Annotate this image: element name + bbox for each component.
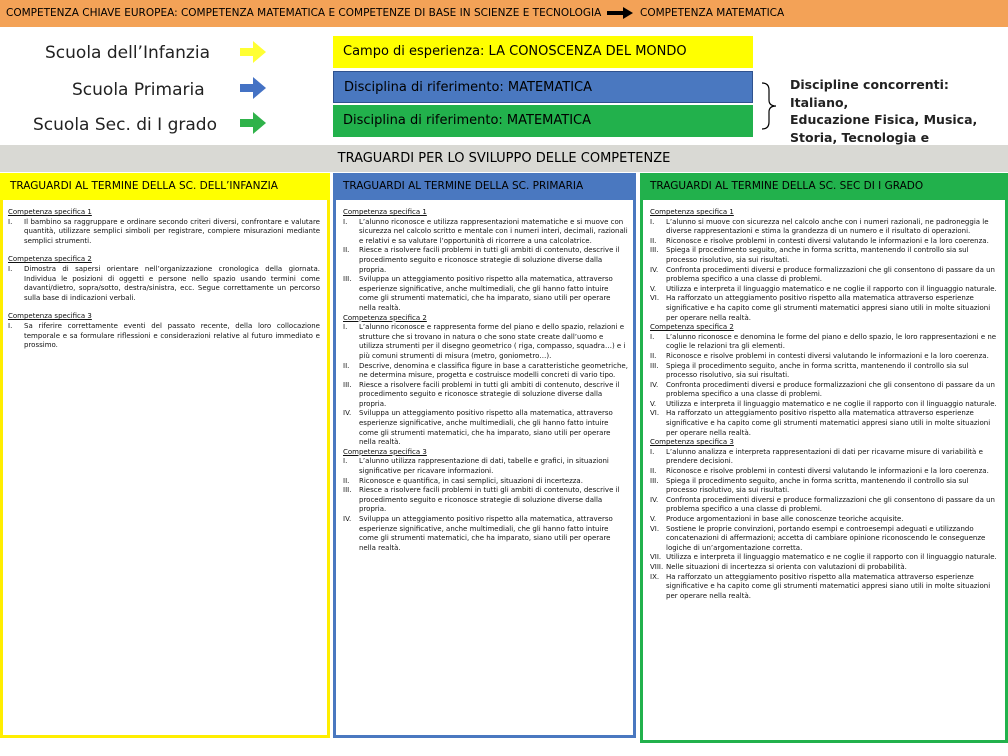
concurrent-line: Storia, Tecnologia e — [790, 129, 930, 145]
item-number: I. — [8, 321, 13, 330]
list-item — [650, 333, 1000, 352]
list-item — [8, 218, 320, 247]
item-number: II. — [343, 476, 350, 485]
item-text: L’alunno analizza e interpreta rappresentazioni di dati per ricavarne misure di variabilità e prendere decisioni. — [666, 447, 983, 466]
item-text: Nelle situazioni di incertezza si orienta con valutazioni di probabilità. — [666, 562, 907, 571]
item-number: III. — [650, 476, 659, 485]
item-text: Ha rafforzato un atteggiamento positivo rispetto alla matematica attraverso esperienze significative e ha capito come gli strumenti matematici appresi siano utili in molte situazioni per operare nella realtà. — [666, 409, 991, 437]
item-text: Utilizza e interpreta il linguaggio matematico e ne coglie il rapporto con il linguaggio naturale. — [666, 284, 997, 293]
item-text: Confronta procedimenti diversi e produce formalizzazioni che gli consentono di passare da un problema specifico a una classe di problemi. — [666, 495, 995, 514]
item-text: Utilizza e interpreta il linguaggio matematico e ne coglie il rapporto con il linguaggio naturale. — [666, 553, 997, 562]
item-number: I. — [8, 264, 13, 273]
list-item — [650, 285, 1000, 295]
list-item — [650, 477, 1000, 496]
list-item — [650, 573, 1000, 602]
item-number: I. — [343, 457, 348, 466]
item-text: Riesce a risolvere facili problemi in tutti gli ambiti di contenuto, descrive il procedimento seguito e riconosce strategie di soluzione diverse dalla propria. — [359, 380, 620, 408]
item-number: V. — [650, 284, 657, 293]
list-item — [343, 409, 628, 447]
item-number: VI. — [650, 524, 660, 533]
item-number: VIII. — [650, 562, 664, 571]
competence-list — [8, 218, 320, 247]
item-number: I. — [343, 217, 348, 226]
item-text: L’alunno si muove con sicurezza nel calcolo anche con i numeri razionali, ne padroneggia le diverse rappresentazioni e stima la grandezza di un numero e il risultato di operazioni. — [666, 217, 989, 236]
item-number: VI. — [650, 409, 660, 418]
banner-left-text: COMPETENZA CHIAVE EUROPEA: COMPETENZA MATEMATICA E COMPETENZE DI BASE IN SCIENZE E TECNOLOGIA — [6, 7, 602, 19]
item-text: Dimostra di sapersi orientare nell’organizzazione cronologica della giornata. Individua le posizioni di oggetti e persone nello spazio usando termini come davanti/dietro, sopra/sotto, destra/sinistra, ecc. Segue correttamente un percorso sulla base di indicazioni verbali. — [24, 264, 320, 302]
competence-title: Competenza specifica 2 — [8, 255, 92, 264]
item-text: Riconosce e risolve problemi in contesti diversi valutando le informazioni e la loro coerenza. — [666, 351, 989, 360]
item-number: IV. — [343, 515, 352, 523]
arrow-right-icon — [240, 45, 264, 59]
item-text: Confronta procedimenti diversi e produce formalizzazioni che gli consentono di passare da un problema specifico a una classe di problemi. — [666, 265, 995, 284]
column-primaria-header: TRAGUARDI AL TERMINE DELLA SC. PRIMARIA — [333, 173, 636, 200]
item-number: II. — [650, 467, 657, 476]
block-gap — [8, 303, 320, 312]
column-secondaria-header: TRAGUARDI AL TERMINE DELLA SC. SEC DI I GRADO — [640, 173, 1008, 200]
column-secondaria-body — [650, 208, 1000, 601]
competence-title: Competenza specifica 1 — [343, 208, 427, 216]
list-item — [650, 409, 1000, 438]
competence-title: Competenza specifica 1 — [650, 208, 734, 216]
competence-list — [650, 218, 1000, 324]
item-text: Confronta procedimenti diversi e produce formalizzazioni che gli consentono di passare da un problema specifico a una classe di problemi. — [666, 380, 995, 399]
item-text: L’alunno riconosce e rappresenta forme del piano e dello spazio, relazioni e strutture che si trovano in natura o che sono state create dall’uomo e utilizza strumenti per il disegno geometrico ( riga, compasso, squadra…) e i più comuni strumenti di misura (metro, goniometro…). — [359, 323, 626, 360]
item-text: L’alunno riconosce e utilizza rappresentazioni matematiche e si muove con sicurezza nel calcolo scritto e mentale con i numeri interi, decimali, razionali e relativi e sa valutare l’opportunità di ricorrere a una calcolatrice. — [359, 217, 628, 245]
competence-list — [343, 457, 628, 553]
item-text: L’alunno riconosce e denomina le forme del piano e dello spazio, le loro rappresentazioni e ne coglie le relazioni tra gli elementi. — [666, 332, 997, 351]
field-infanzia: Campo di esperienza: LA CONOSCENZA DEL MONDO — [333, 36, 753, 68]
competence-title: Competenza specifica 3 — [650, 438, 734, 447]
competence-list — [650, 448, 1000, 602]
arrow-right-icon — [240, 81, 264, 95]
list-item — [650, 237, 1000, 247]
competence-list — [650, 333, 1000, 439]
list-item — [650, 266, 1000, 285]
item-text: Riconosce e quantifica, in casi semplici, situazioni di incertezza. — [359, 476, 583, 485]
item-number: III. — [343, 380, 352, 389]
list-item — [650, 218, 1000, 237]
item-number: V. — [650, 399, 657, 408]
item-number: III. — [343, 486, 352, 495]
competence-list — [8, 322, 320, 351]
list-item — [343, 457, 628, 476]
list-item — [8, 322, 320, 351]
list-item — [343, 477, 628, 487]
item-text: Utilizza e interpreta il linguaggio matematico e ne coglie il rapporto con il linguaggio naturale. — [666, 399, 997, 408]
item-number: IV. — [650, 495, 659, 504]
item-text: L’alunno utilizza rappresentazione di dati, tabelle e grafici, in situazioni significative per ricavare informazioni. — [359, 457, 609, 476]
list-item — [650, 448, 1000, 467]
competence-title: Competenza specifica 3 — [343, 447, 427, 456]
school-infanzia-label: Scuola dell’Infanzia — [45, 43, 210, 63]
list-item — [650, 563, 1000, 573]
item-text: Sviluppa un atteggiamento positivo rispetto alla matematica, attraverso esperienze significative, anche multimediali, che gli hanno fatto intuire come gli strumenti matematici, che ha imparato, siano utili per operare nella realtà. — [359, 275, 613, 312]
item-text: Riconosce e risolve problemi in contesti diversi valutando le informazioni e la loro coerenza. — [666, 467, 989, 476]
competence-list — [343, 323, 628, 448]
item-text: Spiega il procedimento seguito, anche in forma scritta, mantenendo il controllo sia sul processo risolutivo, sia sui risultati. — [666, 476, 969, 495]
field-secondaria: Disciplina di riferimento: MATEMATICA — [333, 105, 753, 137]
item-number: V. — [650, 515, 657, 523]
item-text: Sviluppa un atteggiamento positivo rispetto alla matematica, attraverso esperienze significative, anche multimediali, che gli hanno fatto intuire come gli strumenti matematici, che ha imparato, siano utili per operare nella realtà. — [359, 515, 613, 552]
competence-title: Competenza specifica 3 — [8, 312, 92, 321]
item-number: IV. — [343, 409, 352, 418]
item-number: IV. — [650, 265, 659, 274]
item-number: III. — [343, 275, 352, 284]
item-number: I. — [8, 217, 13, 226]
item-number: VII. — [650, 553, 662, 562]
item-number: II. — [343, 361, 350, 370]
section-title: TRAGUARDI PER LO SVILUPPO DELLE COMPETENZE — [337, 151, 671, 166]
list-item — [343, 486, 628, 515]
list-item — [343, 323, 628, 361]
top-banner — [0, 0, 1008, 27]
concurrent-line: Discipline concorrenti: Italiano, — [790, 77, 949, 110]
column-infanzia-header: TRAGUARDI AL TERMINE DELLA SC. DELL’INFANZIA — [0, 173, 330, 200]
arrow-right-icon — [240, 116, 264, 130]
competence-list — [8, 265, 320, 303]
list-item — [343, 246, 628, 275]
item-number: III. — [650, 246, 659, 255]
item-number: I. — [650, 447, 655, 456]
item-number: IX. — [650, 572, 660, 581]
list-item — [650, 381, 1000, 400]
competence-title: Competenza specifica 2 — [343, 313, 427, 322]
item-text: Ha rafforzato un atteggiamento positivo rispetto alla matematica attraverso esperienze significative e ha capito come gli strumenti matematici appresi siano utili in molte situazioni per operare nella realtà. — [666, 572, 991, 600]
item-number: I. — [343, 323, 348, 332]
list-item — [343, 218, 628, 247]
item-text: Spiega il procedimento seguito, anche in forma scritta, mantenendo il controllo sia sul processo risolutivo, sia sui risultati. — [666, 246, 969, 264]
list-item — [650, 294, 1000, 323]
item-text: Sa riferire correttamente eventi del passato recente, della loro collocazione temporale e sa formulare riflessioni e considerazioni relative al futuro immediato e prossimo. — [24, 321, 320, 350]
list-item — [343, 362, 628, 381]
item-number: II. — [343, 246, 350, 255]
item-text: Il bambino sa raggruppare e ordinare secondo criteri diversi, confrontare e valutare quantità, utilizzare semplici simboli per registrare, compiere misurazioni mediante semplici strumenti. — [24, 217, 320, 245]
list-item — [650, 246, 1000, 265]
item-text: Riesce a risolvere facili problemi in tutti gli ambiti di contenuto, descrive il procedimento seguito e riconosce strategie di soluzione diverse dalla propria. — [359, 246, 620, 274]
column-infanzia-body — [8, 208, 320, 351]
list-item — [650, 553, 1000, 563]
competence-title: Competenza specifica 1 — [8, 208, 92, 216]
item-text: Sostiene le proprie convinzioni, portando esempi e controesempi adeguati e utilizzando concatenazioni di affermazioni; accetta di cambiare opinione riconoscendo le conseguenze logiche di un’argomentazione corretta. — [666, 524, 986, 552]
list-item — [343, 275, 628, 313]
school-primaria-label: Scuola Primaria — [72, 80, 205, 100]
school-secondaria-label: Scuola Sec. di I grado — [33, 115, 217, 135]
item-number: I. — [650, 332, 655, 341]
item-text: Spiega il procedimento seguito, anche in forma scritta, mantenendo il controllo sia sul processo risolutivo, sia sui risultati. — [666, 361, 969, 380]
field-primaria: Disciplina di riferimento: MATEMATICA — [333, 71, 753, 103]
item-text: Ha rafforzato un atteggiamento positivo rispetto alla matematica attraverso esperienze significative e ha capito come gli strumenti matematici appresi siano utili in molte situazioni per operare nella realtà. — [666, 294, 991, 322]
block-gap — [8, 246, 320, 255]
competence-list — [343, 218, 628, 314]
list-item — [343, 515, 628, 553]
list-item — [650, 496, 1000, 515]
list-item — [650, 400, 1000, 410]
brace-icon — [760, 82, 778, 130]
list-item — [650, 515, 1000, 525]
competence-title: Competenza specifica 2 — [650, 323, 734, 332]
banner-right-text: COMPETENZA MATEMATICA — [640, 7, 785, 19]
list-item — [650, 362, 1000, 381]
list-item — [650, 467, 1000, 477]
item-text: Descrive, denomina e classifica figure in base a caratteristiche geometriche, ne determina misure, progetta e costruisce modelli concreti di vario tipo. — [359, 361, 628, 380]
concurrent-line: Educazione Fisica, Musica, — [790, 112, 978, 127]
list-item — [650, 525, 1000, 554]
list-item — [8, 265, 320, 303]
list-item — [650, 352, 1000, 362]
item-number: II. — [650, 236, 657, 245]
item-text: Sviluppa un atteggiamento positivo rispetto alla matematica, attraverso esperienze significative, anche multimediali, che gli hanno fatto intuire come gli strumenti matematici, che ha imparato, siano utili per operare nella realtà. — [359, 409, 613, 447]
item-number: I. — [650, 217, 655, 226]
item-text: Riesce a risolvere facili problemi in tutti gli ambiti di contenuto, descrive il procedimento seguito e riconosce strategie di soluzione diverse dalla propria. — [359, 486, 620, 514]
item-number: II. — [650, 351, 657, 360]
item-number: VI. — [650, 294, 660, 303]
arrow-right-icon — [607, 8, 633, 18]
item-number: IV. — [650, 380, 659, 389]
item-number: III. — [650, 361, 659, 370]
item-text: Produce argomentazioni in base alle conoscenze teoriche acquisite. — [666, 515, 904, 523]
item-text: Riconosce e risolve problemi in contesti diversi valutando le informazioni e la loro coerenza. — [666, 236, 989, 245]
column-primaria-body — [343, 208, 628, 553]
list-item — [343, 381, 628, 410]
